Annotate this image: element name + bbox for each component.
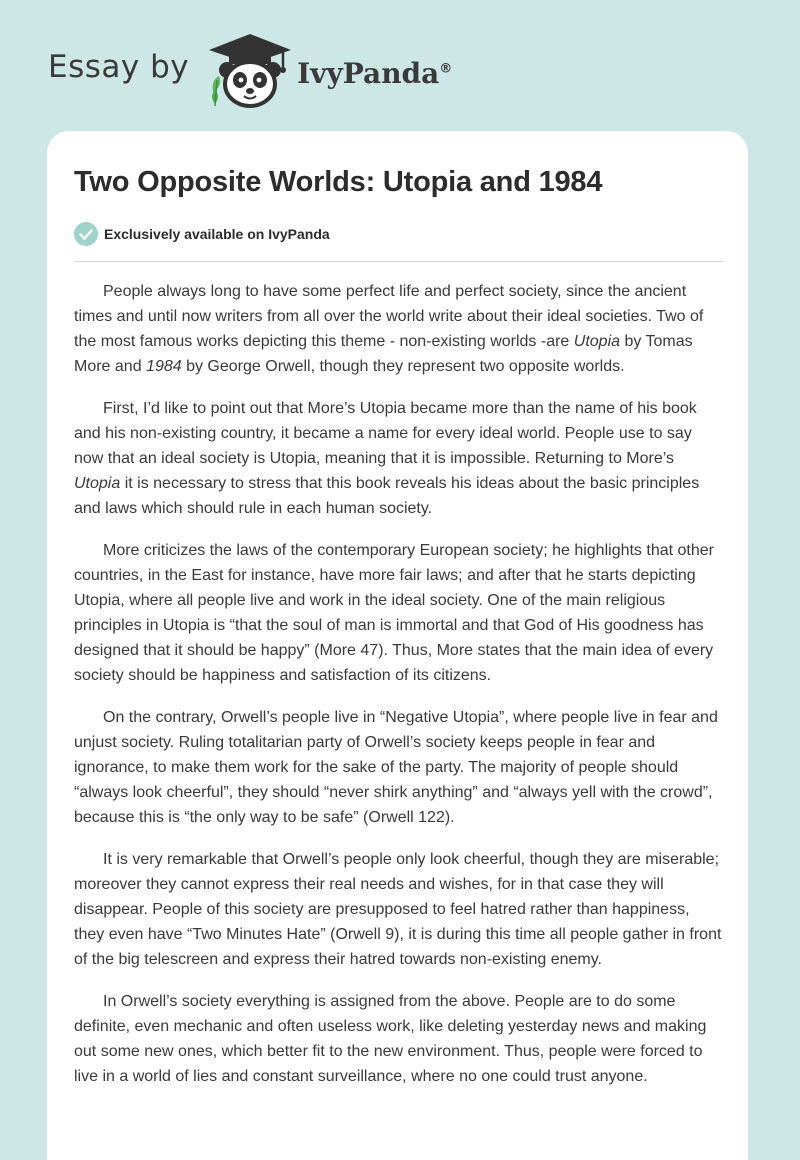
essay-paragraph — [74, 396, 724, 521]
paragraph-text: People always long to have some perfect life and perfect society, since the ancient times and until now writers from all over the world write about their ideal societies. Two of the most famous works depicting this theme - non-existing worlds -are — [74, 283, 704, 350]
paragraph-text: First, I’d like to point out that More’s Utopia became more than the name of his book and his non-existing country, it became a name for every ideal world. People use to say now that an ideal society is Utopia, meaning that it is impossible. Returning to More’s — [74, 400, 697, 467]
essay-paragraph — [74, 705, 724, 830]
essay-title: Two Opposite Worlds: Utopia and 1984 — [74, 166, 603, 198]
registered-mark: ® — [439, 61, 453, 77]
essay-by-label: Essay by — [48, 49, 190, 85]
divider — [74, 261, 723, 262]
book-title-text: 1984 — [146, 358, 182, 375]
book-title-text: Utopia — [74, 475, 121, 492]
paragraph-text: it is necessary to stress that this book reveals his ideas about the basic principles and laws which should rule in each human society. — [74, 475, 700, 517]
essay-paragraph — [74, 847, 724, 972]
paragraph-text: by George Orwell, though they represent two opposite worlds. — [181, 358, 625, 375]
essay-paragraph — [74, 279, 724, 379]
brand-name[interactable]: IvyPanda® — [297, 56, 453, 90]
essay-paragraph — [74, 538, 724, 688]
essay-card — [47, 131, 748, 1160]
paragraph-text: On the contrary, Orwell’s people live in “Negative Utopia”, where people live in fear and unjust society. Ruling totalitarian party of Orwell’s society keeps people in fear and ignorance, to make them work for the sake of the party. The majority of people should “always look cheerful”, they should “never shirk anything” and “always yell with the crowd”, because this is “the only way to be safe” (Orwell 122). — [74, 709, 718, 826]
paragraph-text: It is very remarkable that Orwell’s people only look cheerful, though they are miserable; moreover they cannot express their real needs and wishes, for in that case they will disappear. People of this society are presupposed to feel hatred rather than happiness, they even have “Two Minutes Hate” (Orwell 9), it is during this time all people gather in front of the big telescreen and express their hatred towards non-existing enemy. — [74, 851, 722, 968]
site-header — [48, 30, 452, 110]
exclusive-badge-label: Exclusively available on IvyPanda — [104, 226, 330, 242]
essay-paragraph — [74, 989, 724, 1089]
exclusive-badge — [74, 222, 330, 246]
paragraph-text: In Orwell’s society everything is assigned from the above. People are to do some definite, even mechanic and often useless work, like deleting yesterday news and making out some new ones, which better fit to the new environment. Thus, people were forced to live in a world of lies and constant surveillance, where no one could trust anyone. — [74, 993, 707, 1085]
panda-graduate-icon[interactable] — [207, 30, 293, 110]
check-circle-icon — [74, 222, 98, 246]
paragraph-text: More criticizes the laws of the contemporary European society; he highlights that other countries, in the East for instance, have more fair laws; and after that he starts depicting Utopia, where all people live and work in the ideal society. One of the main religious principles in Utopia is “that the soul of man is immortal and that God of His goodness has designed that it should be happy” (More 47). Thus, More states that the main idea of every society should be happiness and satisfaction of its citizens. — [74, 542, 714, 684]
paragraph-text: by Tomas More and — [74, 333, 693, 375]
essay-body — [74, 279, 724, 1106]
book-title-text: Utopia — [573, 333, 621, 350]
